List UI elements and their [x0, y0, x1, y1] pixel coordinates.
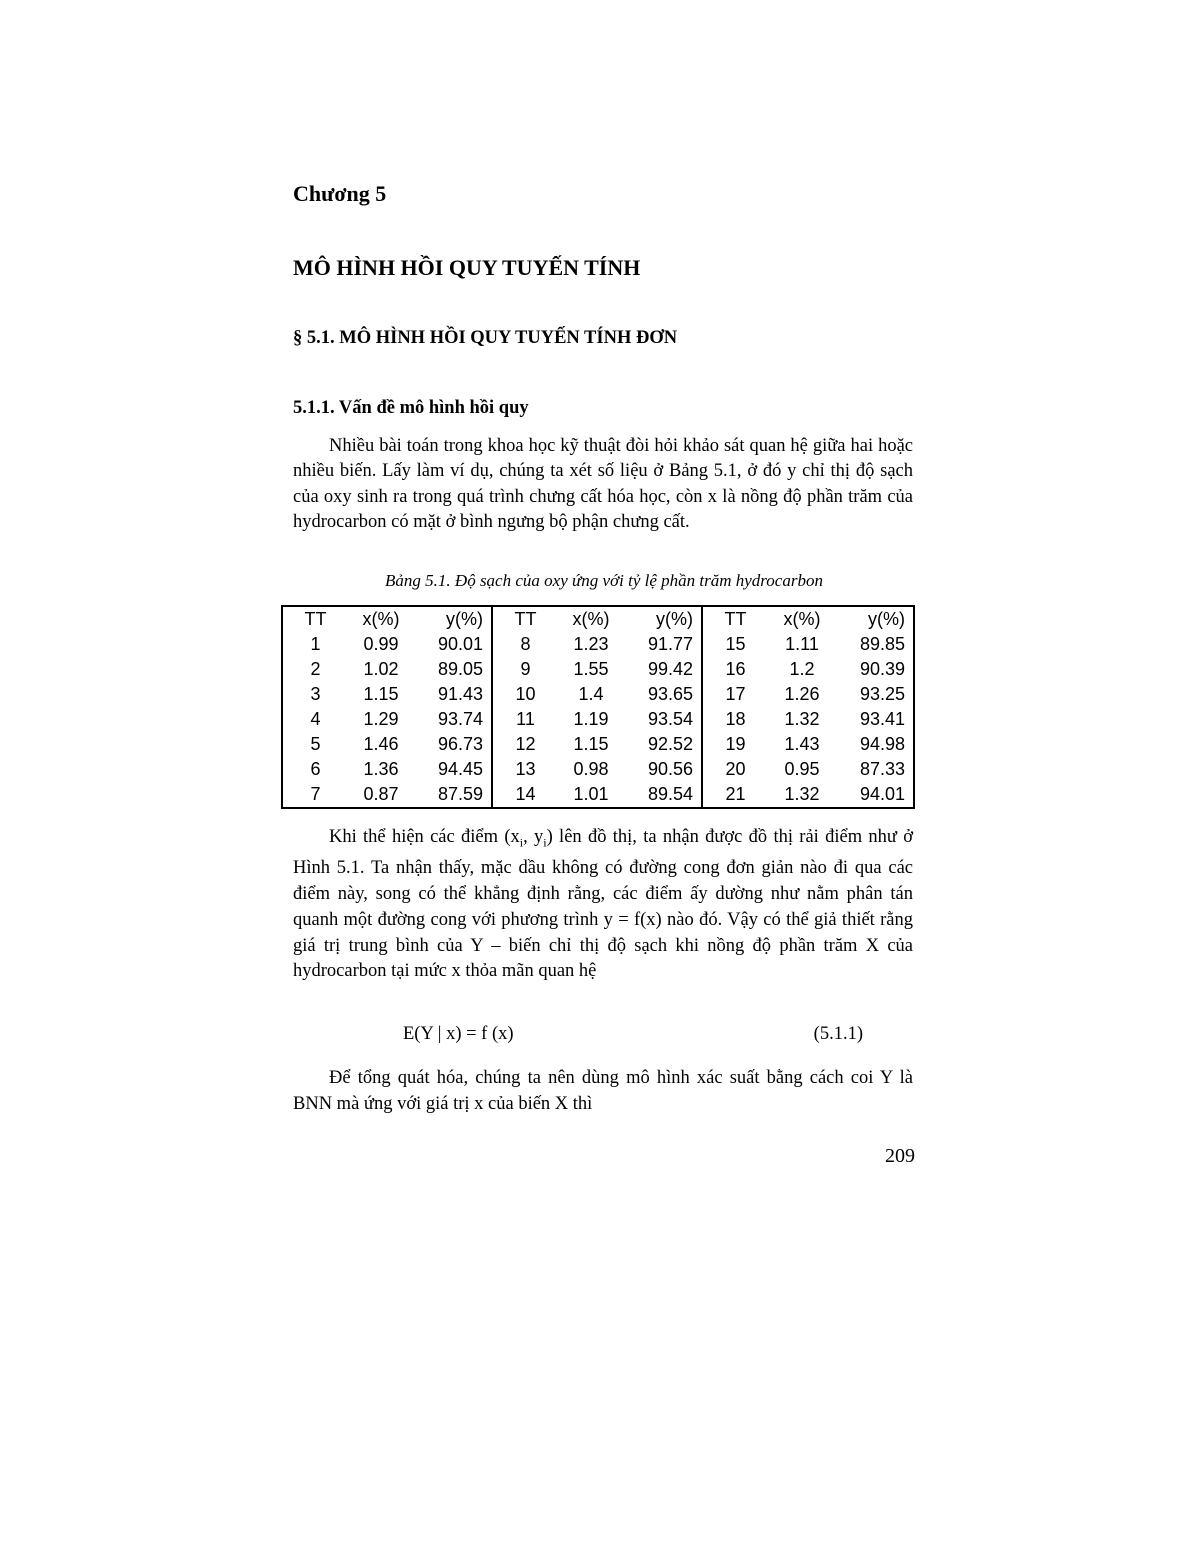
- table-cell: 91.77: [647, 634, 693, 654]
- table-cell: 1.55: [573, 659, 609, 679]
- table-cell: 14: [492, 782, 558, 808]
- table-cell: 16: [702, 657, 768, 682]
- table-cell: 91.43: [437, 684, 483, 704]
- header-cell: x(%): [362, 609, 400, 629]
- inline-equation: y = f(x): [603, 909, 662, 930]
- table-cell: 2: [310, 659, 321, 679]
- formula-line: [293, 1024, 915, 1050]
- paragraph-text: nào đó. Vậy có thể giả thiết rằng giá trị trung bình của Y – biến chỉ thị độ sạch khi nồng độ phần trăm X của hydrocarbon tại mức x thỏa mãn quan hệ: [293, 909, 913, 982]
- table-cell: 89.85: [859, 634, 905, 654]
- table-cell: 0.87: [363, 784, 399, 804]
- table-cell: 1.2: [789, 659, 815, 679]
- header-cell: x(%): [783, 609, 821, 629]
- table-cell: 1: [310, 634, 321, 654]
- table-cell: 93.65: [647, 684, 693, 704]
- table-cell: 20: [702, 757, 768, 782]
- table-cell: 1.36: [363, 759, 399, 779]
- table-cell: 18: [702, 707, 768, 732]
- table-cell: 0.99: [363, 634, 399, 654]
- table-cell: 93.41: [859, 709, 905, 729]
- table-cell: 1.43: [784, 734, 820, 754]
- table-row: [282, 782, 914, 808]
- data-table: [281, 605, 915, 809]
- chapter-title: MÔ HÌNH HỒI QUY TUYẾN TÍNH: [293, 255, 641, 280]
- table-cell: 21: [702, 782, 768, 808]
- table-cell: 93.74: [437, 709, 483, 729]
- table-cell: 1.11: [785, 634, 819, 654]
- point-y: y: [534, 827, 544, 847]
- table-cell: 13: [492, 757, 558, 782]
- point-x: x: [510, 827, 520, 847]
- table-cell: 87.33: [859, 759, 905, 779]
- subsection-title: 5.1.1. Vấn đề mô hình hồi quy: [293, 398, 529, 418]
- table-cell: 6: [310, 759, 321, 779]
- table-cell: 1.4: [578, 684, 604, 704]
- table-cell: 1.46: [363, 734, 399, 754]
- table-cell: 4: [310, 709, 321, 729]
- table-cell: 90.56: [647, 759, 693, 779]
- paragraph-text: Khi thể hiện các điểm: [329, 827, 505, 847]
- table-cell: 87.59: [437, 784, 483, 804]
- formula-number: (5.1.1): [813, 1024, 863, 1044]
- table-row: [282, 707, 914, 732]
- table-cell: 89.05: [437, 659, 483, 679]
- table-cell: 15: [702, 632, 768, 657]
- table-cell: 11: [492, 707, 558, 732]
- point-y-sub: i: [543, 835, 547, 850]
- table-row: [282, 682, 914, 707]
- table-cell: 1.26: [784, 684, 820, 704]
- header-cell: TT: [702, 606, 768, 632]
- header-cell: y(%): [868, 609, 905, 629]
- paragraph-text: lên đồ thị, ta nhận được đồ thị rải điểm như ở Hình 5.1. Ta nhận thấy, mặc dầu không có đường cong đơn giản nào đi qua các điểm này, song có thể khẳng định rằng, các điểm ấy dường như nằm phân tán quanh một đường cong với phương trình: [293, 827, 913, 930]
- table-cell: 9: [492, 657, 558, 682]
- table-header-row: [282, 606, 914, 632]
- table-cell: 0.98: [573, 759, 609, 779]
- table-cell: 94.01: [859, 784, 905, 804]
- table-cell: 99.42: [647, 659, 693, 679]
- page-number: 209: [885, 1145, 915, 1167]
- header-cell: x(%): [572, 609, 610, 629]
- point-x-sub: i: [519, 835, 524, 850]
- header-cell: y(%): [446, 609, 483, 629]
- table-cell: 8: [492, 632, 558, 657]
- scatter-paragraph: [293, 825, 913, 985]
- table-cell: 1.15: [573, 734, 609, 754]
- header-cell: y(%): [656, 609, 693, 629]
- table-cell: 90.39: [859, 659, 905, 679]
- table-cell: 1.32: [784, 709, 820, 729]
- table-cell: 90.01: [437, 634, 483, 654]
- table-row: [282, 632, 914, 657]
- table-cell: 1.02: [363, 659, 399, 679]
- table-row: [282, 732, 914, 757]
- section-title: § 5.1. MÔ HÌNH HỒI QUY TUYẾN TÍNH ĐƠN: [293, 328, 678, 348]
- table-cell: 12: [492, 732, 558, 757]
- table-row: [282, 757, 914, 782]
- table-cell: 93.54: [647, 709, 693, 729]
- table-cell: 1.19: [573, 709, 609, 729]
- table-cell: 94.98: [859, 734, 905, 754]
- formula-text: E(Y | x) = f (x): [403, 1024, 514, 1044]
- table-caption: Bảng 5.1. Độ sạch của oxy ứng với tỷ lệ phần trăm hydrocarbon: [385, 571, 823, 590]
- table-row: [282, 657, 914, 682]
- table-cell: 1.32: [784, 784, 820, 804]
- table-cell: 0.95: [784, 759, 820, 779]
- table-cell: 1.01: [573, 784, 609, 804]
- table-cell: 93.25: [859, 684, 905, 704]
- header-cell: TT: [492, 606, 558, 632]
- header-cell: TT: [304, 609, 327, 629]
- table-cell: 1.23: [573, 634, 609, 654]
- table-cell: 17: [702, 682, 768, 707]
- table-cell: 10: [492, 682, 558, 707]
- generalization-paragraph: Để tổng quát hóa, chúng ta nên dùng mô hình xác suất bằng cách coi Y là BNN mà ứng với giá trị x của biến X thì: [293, 1068, 913, 1114]
- table-cell: 94.45: [437, 759, 483, 779]
- table-cell: 5: [310, 734, 321, 754]
- table-cell: 19: [702, 732, 768, 757]
- chapter-label: Chương 5: [293, 181, 387, 206]
- intro-paragraph: Nhiều bài toán trong khoa học kỹ thuật đòi hỏi khảo sát quan hệ giữa hai hoặc nhiều biến. Lấy làm ví dụ, chúng ta xét số liệu ở Bảng 5.1, ở đó y chỉ thị độ sạch của oxy sinh ra trong quá trình chưng cất hóa học, còn x là nồng độ phần trăm của hydrocarbon có mặt ở bình ngưng bộ phận chưng cất.: [293, 436, 913, 532]
- table-cell: 1.29: [363, 709, 399, 729]
- table-cell: 1.15: [363, 684, 399, 704]
- table-cell: 3: [310, 684, 321, 704]
- table-cell: 92.52: [647, 734, 693, 754]
- table-cell: 7: [310, 784, 321, 804]
- table-cell: 96.73: [437, 734, 483, 754]
- point-notation: ($x_i$, $y_i$): [504, 827, 553, 850]
- table-cell: 89.54: [647, 784, 693, 804]
